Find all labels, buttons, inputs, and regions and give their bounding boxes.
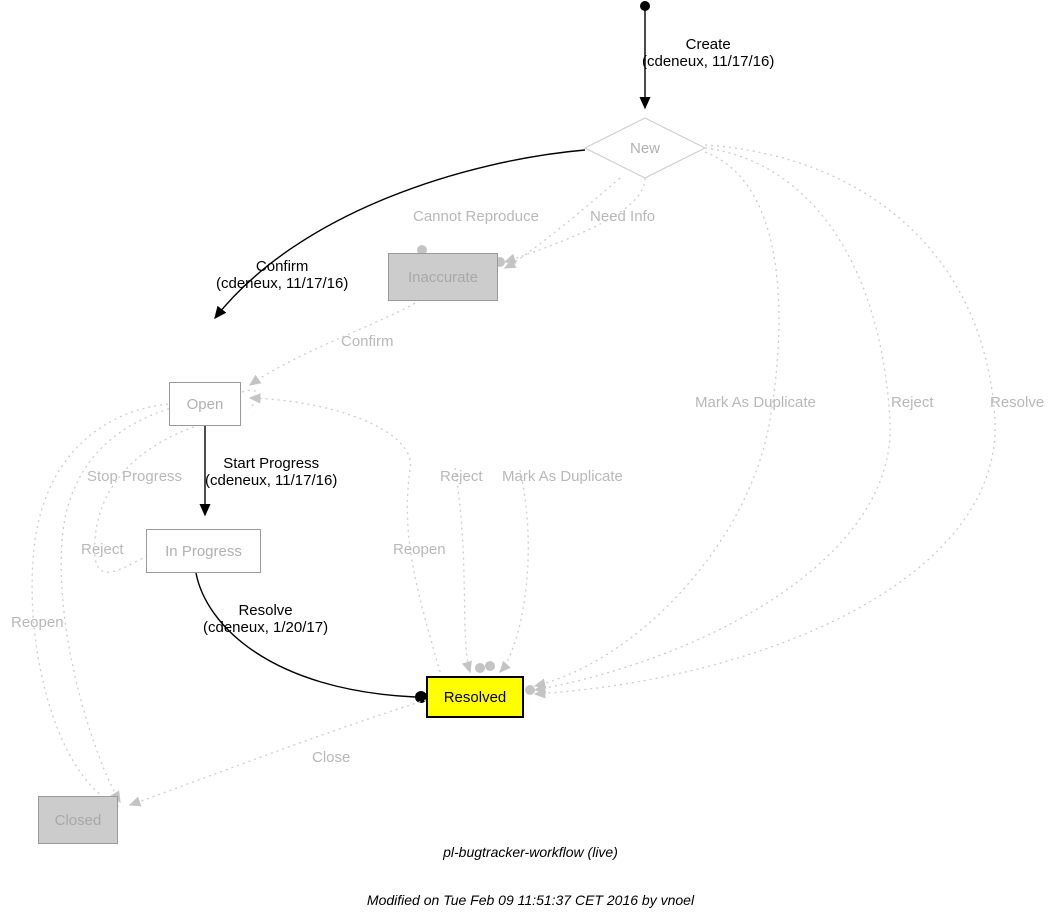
transition-label-resolve-right: Resolve xyxy=(990,394,1045,411)
node-new-label: New xyxy=(629,139,660,157)
transition-label-mark-as-duplicate-mid: Mark As Duplicate xyxy=(502,468,623,485)
transition-label-reject-right: Reject xyxy=(891,394,934,411)
node-inaccurate-label: Inaccurate xyxy=(407,268,479,286)
diagram-modified-info: Modified on Tue Feb 09 11:51:37 CET 2016 by vnoel xyxy=(366,892,695,908)
transition-label-reject-left: Reject xyxy=(81,541,124,558)
transition-label-stop-progress: Stop Progress xyxy=(87,468,183,485)
transition-label-reject-mid: Reject xyxy=(440,468,483,485)
transition-label-confirm xyxy=(216,258,348,292)
transition-label-resolve xyxy=(203,602,328,636)
transition-label-reopen-left: Reopen xyxy=(11,614,64,631)
active-edges xyxy=(196,1,650,706)
node-new[interactable] xyxy=(585,118,705,178)
node-open[interactable] xyxy=(169,382,241,426)
node-in-progress[interactable] xyxy=(146,529,261,573)
transition-label-create-meta: (cdeneux, 11/17/16) xyxy=(642,53,775,70)
transition-label-start-progress xyxy=(205,455,337,489)
node-inaccurate[interactable] xyxy=(388,253,498,301)
transition-label-resolve-name: Resolve xyxy=(238,602,293,619)
transition-label-reopen-mid: Reopen xyxy=(393,541,446,558)
diagram-title: pl-bugtracker-workflow (live) xyxy=(443,844,618,860)
transition-label-create-name: Create xyxy=(685,36,731,53)
node-closed-label: Closed xyxy=(54,811,102,829)
transition-label-confirm-meta: (cdeneux, 11/17/16) xyxy=(216,275,349,292)
node-resolved[interactable] xyxy=(426,676,524,718)
node-resolved-label: Resolved xyxy=(443,688,507,706)
transition-label-need-info: Need Info xyxy=(590,208,656,225)
transition-label-start-progress-meta: (cdeneux, 11/17/16) xyxy=(205,472,338,489)
node-open-label: Open xyxy=(186,395,224,413)
node-in-progress-label: In Progress xyxy=(165,542,242,560)
transition-label-cannot-reproduce: Cannot Reproduce xyxy=(413,208,539,225)
transition-label-close: Close xyxy=(312,749,351,766)
transition-label-mark-as-duplicate-right: Mark As Duplicate xyxy=(695,394,816,411)
transition-label-resolve-meta: (cdeneux, 1/20/17) xyxy=(203,619,329,636)
node-closed[interactable] xyxy=(38,796,118,844)
transition-label-create xyxy=(642,36,774,70)
transition-label-confirm-name: Confirm xyxy=(255,258,309,275)
transition-label-confirm-dim: Confirm xyxy=(341,333,394,350)
transition-label-start-progress-name: Start Progress xyxy=(223,455,320,472)
